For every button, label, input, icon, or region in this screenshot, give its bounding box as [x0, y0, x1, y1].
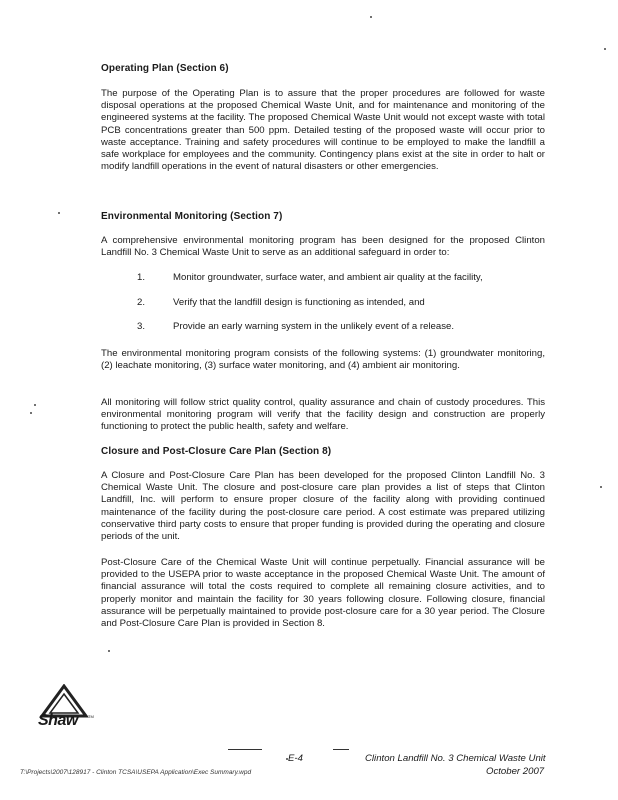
section-heading-operating-plan: Operating Plan (Section 6): [101, 63, 229, 74]
footer-divider: [228, 749, 262, 750]
paragraph-monitoring-intro: A comprehensive environmental monitoring program has been designed for the proposed Clinton Landfill No. 3 Chemical Waste Unit to serve as an additional safeguard in order to:: [101, 235, 545, 259]
paragraph-monitoring-systems: The environmental monitoring program consists of the following systems: (1) groundwater monitoring, (2) leachate monitoring, (3) surface water monitoring, and (4) ambient air monitoring.: [101, 348, 545, 372]
section-heading-environmental-monitoring: Environmental Monitoring (Section 7): [101, 211, 283, 222]
file-path: T:\Projects\2007\128917 - Clinton TCSA\USEPA Application\Exec Summary.wpd: [20, 769, 252, 776]
scan-speck: [34, 404, 36, 406]
scan-speck: [604, 48, 606, 50]
scan-speck: [30, 412, 32, 414]
trademark-mark: TM: [88, 714, 94, 719]
scan-speck: [600, 486, 602, 488]
shaw-logo-text: Shaw: [38, 712, 78, 729]
list-item-number: 3.: [137, 321, 146, 332]
paragraph-closure-plan: A Closure and Post-Closure Care Plan has been developed for the proposed Clinton Landfill No. 3 Chemical Waste Unit. The closure and post-closure care plan provides a list of steps that Clinton Landfill, Inc. will perform to ensure proper closure of the facility along with providing continued maintenance of the facility during the post-closure care period. A cost estimate was prepared utilizing conservative third party costs to ensure that proper funding is provided during the operating and closure periods of the unit.: [101, 470, 545, 543]
list-item-number: 1.: [137, 272, 146, 283]
document-title: Clinton Landfill No. 3 Chemical Waste Unit: [365, 753, 546, 764]
list-item-text: Provide an early warning system in the unlikely event of a release.: [173, 321, 455, 332]
scan-speck: [108, 650, 110, 652]
list-item-text: Verify that the landfill design is functioning as intended, and: [173, 297, 425, 308]
footer-divider: [333, 749, 349, 750]
list-item-text: Monitor groundwater, surface water, and ambient air quality at the facility,: [173, 272, 483, 283]
paragraph-post-closure-care: Post-Closure Care of the Chemical Waste Unit will continue perpetually. Financial assurance will be provided to the USEPA prior to waste acceptance in the proposed Chemical Waste Unit. The amount of financial assurance will total the costs required to complete all remaining closure activities, and to properly monitor and maintain the facility for 30 years following closure. Following closure, financial assurance will be perpetually maintained to provide post-closure care for a 30 year period. The Closure and Post-Closure Care Plan is provided in Section 8.: [101, 557, 545, 630]
scan-speck: [58, 212, 60, 214]
shaw-logo: [38, 684, 96, 734]
paragraph-monitoring-quality: All monitoring will follow strict quality control, quality assurance and chain of custody procedures. This environmental monitoring program will verify that the facility design and construction are properly functioning to protect the public health, safety and welfare.: [101, 397, 545, 433]
paragraph-operating-plan: The purpose of the Operating Plan is to assure that the proper procedures are followed for waste disposal operations at the proposed Chemical Waste Unit, and for maintenance and monitoring of the engineered systems at the facility. The proposed Chemical Waste Unit would not except waste with total PCB concentrations greater than 500 ppm. Detailed testing of the proposed waste will occur prior to waste acceptance. Training and safety procedures will continue to be employed to make the landfill a safe workplace for employees and the community. Contingency plans exist at the site in order to halt or modify landfill operations in the event of natural disasters or other emergencies.: [101, 88, 545, 173]
document-date: October 2007: [486, 766, 545, 777]
scan-speck: [370, 16, 372, 18]
section-heading-closure-plan: Closure and Post-Closure Care Plan (Section 8): [101, 446, 332, 457]
page-number: E-4: [288, 753, 303, 764]
list-item-number: 2.: [137, 297, 146, 308]
